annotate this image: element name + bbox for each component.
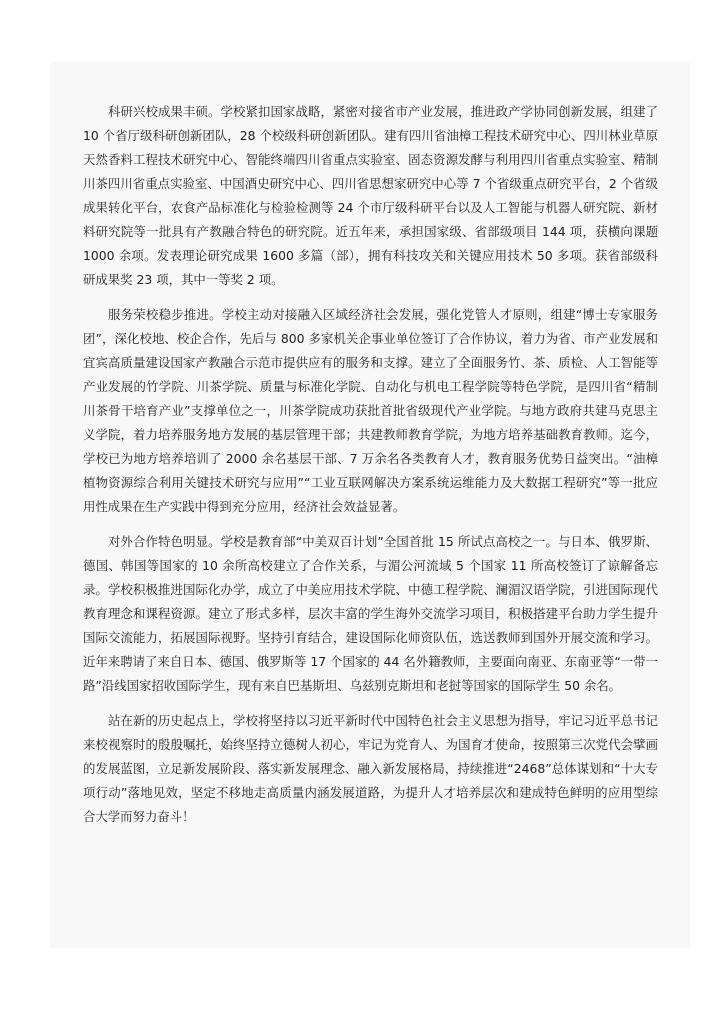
document-page (50, 62, 690, 948)
document-body (83, 100, 658, 840)
paragraph-service: 服务荣校稳步推进。学校主动对接融入区域经济社会发展，强化党管人才原则，组建“博士专家服务团”，深化校地、校企合作，先后与 800 多家机关企事业单位签订了合作协议，着力为省、市产业发展和宜宾高质量建设国家产教融合示范市提供应有的服务和支撑。建立了全面服务竹、茶、质检、人工智能等产业发展的竹学院、川茶学院、质量与标准化学院、自动化与机电工程学院等特色学院，是四川省“精制川茶骨干培育产业”支撑单位之一，川茶学院成功获批首批省级现代产业学院。与地方政府共建马克思主义学院，着力培养服务地方发展的基层管理干部；共建教师教育学院，为地方培养基础教育教师。迄今，学校已为地方培养培训了 2000 余名基层干部、7 万余名各类教育人才，教育服务优势日益突出。“油樟植物资源综合利用关键技术研究与应用”“工业互联网解决方案系统运维能力及大数据工程研究”等一批应用性成果在生产实践中得到充分应用，经济社会效益显著。 (83, 307, 658, 514)
paragraph-outlook: 站在新的历史起点上，学校将坚持以习近平新时代中国特色社会主义思想为指导，牢记习近平总书记来校视察时的殷殷嘱托，始终坚持立德树人初心，牢记为党育人、为国育才使命，按照第三次党代会擘画的发展蓝图，立足新发展阶段、落实新发展理念、融入新发展格局，持续推进“2468”总体谋划和“十大专项行动”落地见效，坚定不移地走高质量内涵发展道路，为提升人才培养层次和建成特色鲜明的应用型综合大学而努力奋斗！ (83, 713, 658, 824)
paragraph-cooperation: 对外合作特色明显。学校是教育部“中美双百计划”全国首批 15 所试点高校之一。与日本、俄罗斯、德国、韩国等国家的 10 余所高校建立了合作关系，与湄公河流域 5 个国家 11 所高校签订了谅解备忘录。学校积极推进国际化办学，成立了中美应用技术学院、中德工程学院、澜湄汉语学院，引进国际现代教育理念和课程资源。建立了形式多样，层次丰富的学生海外交流学习项目，积极搭建平台助力学生提升国际交流能力，拓展国际视野。坚持引育结合，建设国际化师资队伍，选送教师到国外开展交流和学习。近年来聘请了来自日本、德国、俄罗斯等 17 个国家的 44 名外籍教师，主要面向南亚、东南亚等“一带一路”沿线国家招收国际学生，现有来自巴基斯坦、乌兹别克斯坦和老挝等国家的国际学生 50 余名。 (83, 534, 658, 693)
paragraph-research: 科研兴校成果丰硕。学校紧扣国家战略，紧密对接省市产业发展，推进政产学协同创新发展，组建了 10 个省厅级科研创新团队，28 个校级科研创新团队。建有四川省油樟工程技术研究中心、四川林业草原天然香料工程技术研究中心、智能终端四川省重点实验室、固态资源发酵与利用四川省重点实验室、精制川茶四川省重点实验室、中国酒史研究中心、四川省思想家研究中心等 7 个省级重点研究平台，2 个省级成果转化平台，农食产品标准化与检验检测等 24 个市厅级科研平台以及人工智能与机器人研究院、新材料研究院等一批具有产教融合特色的研究院。近五年来，承担国家级、省部级项目 144 项，获横向课题 1000 余项。发表理论研究成果 1600 多篇（部），拥有科技攻关和关键应用技术 50 多项。获省部级科研成果奖 23 项，其中一等奖 2 项。 (83, 104, 658, 287)
